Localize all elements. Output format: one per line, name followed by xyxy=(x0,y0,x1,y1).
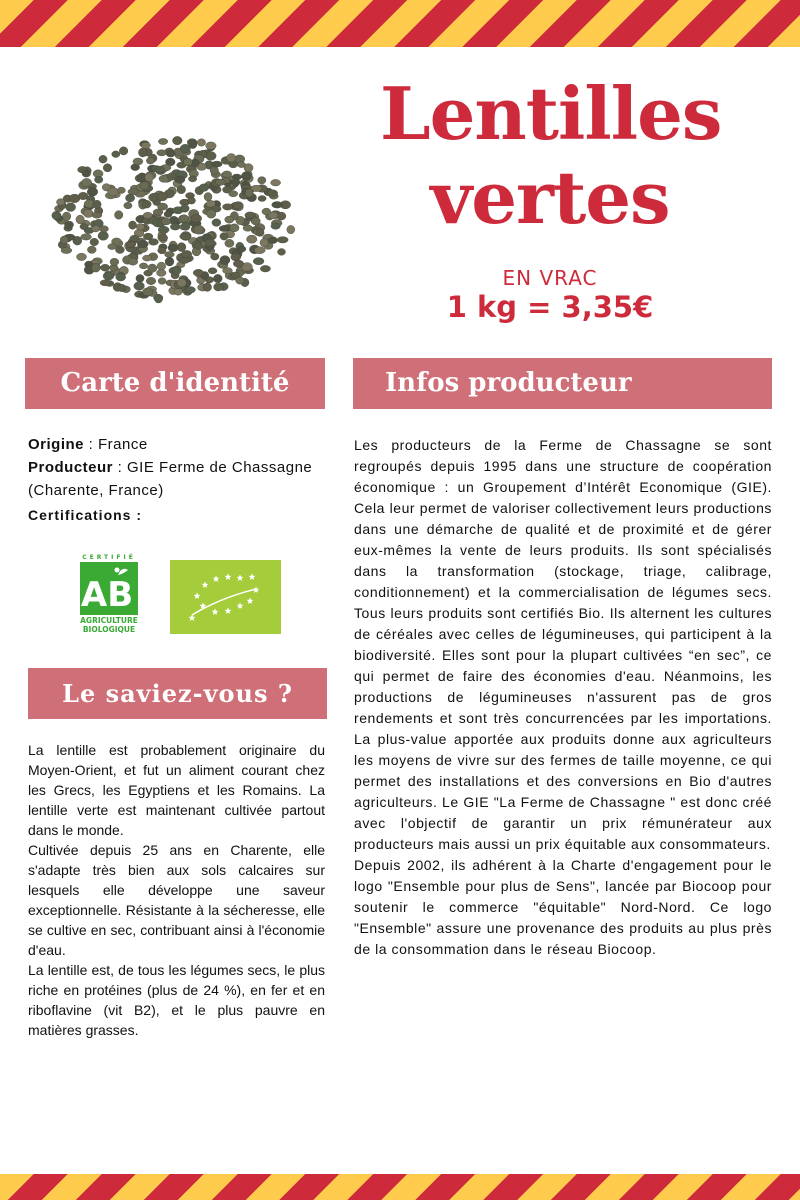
lentil-grain xyxy=(157,150,167,156)
lentil-grain xyxy=(215,179,225,185)
lentil-grain xyxy=(213,274,222,282)
lentil-grain xyxy=(272,202,283,209)
lentil-grain xyxy=(188,176,196,182)
lentil-grain xyxy=(60,236,68,244)
lentil-grain xyxy=(146,277,156,284)
producer-row xyxy=(28,456,328,502)
lentil-grain xyxy=(77,253,87,260)
lentil-grain xyxy=(258,177,266,184)
lentil-grain xyxy=(117,187,125,193)
lentil-grain xyxy=(99,155,107,163)
lentil-grain xyxy=(62,212,70,221)
lentil-grain xyxy=(175,176,185,183)
lentil-grain xyxy=(271,179,281,186)
lentil-grain xyxy=(241,172,251,181)
lentil-grain xyxy=(260,239,268,247)
lentil-grain xyxy=(126,241,136,247)
lentil-grain xyxy=(149,239,159,246)
lentil-grain xyxy=(161,218,171,225)
lentil-grain xyxy=(220,256,230,265)
lentil-grain xyxy=(103,164,112,172)
lentil-grain xyxy=(158,226,169,233)
lentil-grain xyxy=(268,237,277,243)
origin-label: Origine xyxy=(28,436,85,453)
lentil-grain xyxy=(87,246,96,253)
producer-label: Producteur xyxy=(28,459,114,476)
lentil-grain xyxy=(194,225,205,234)
lentil-grain xyxy=(188,197,196,204)
lentil-grain xyxy=(268,212,278,219)
did-you-know-paragraph: La lentille est probablement originaire du Moyen-Orient, et fut un aliment courant chez les Grecs, les Egyptiens et les Romains. La lentille verte est maintenant cultivée partout dans le monde. xyxy=(28,742,325,838)
producer-info-text xyxy=(354,435,772,960)
lentil-grain xyxy=(277,237,288,243)
lentil-grain xyxy=(180,215,189,223)
lentil-grain xyxy=(143,288,154,296)
lentil-grain xyxy=(253,258,264,265)
lentil-grain xyxy=(258,196,266,202)
lentil-grain xyxy=(180,233,191,239)
lentil-grain xyxy=(157,262,166,270)
lentil-grain xyxy=(146,157,154,164)
lentil-grain xyxy=(158,138,167,144)
lentil-grain xyxy=(148,264,157,272)
star-icon xyxy=(237,602,244,609)
lentil-grain xyxy=(164,211,172,218)
price-label: 1 kg = 3,35€ xyxy=(446,290,654,324)
lentil-grain xyxy=(172,266,181,275)
lentil-grain xyxy=(225,239,234,247)
ab-logo-bottom-text-2: BIOLOGIQUE xyxy=(82,625,136,633)
producer-info-paragraph: Depuis 2002, ils adhérent à la Charte d'engagement pour le logo "Ensemble pour plus de Sens", lancée par Biocoop pour soutenir le commerce "équitable" Nord-Nord. Ce logo "Ensemble" assure une provenance des produits au plus près de la consommation dans le réseau Biocoop. xyxy=(354,857,772,957)
lentil-grain xyxy=(205,152,216,161)
lentil-grain xyxy=(247,235,257,243)
lentil-grain xyxy=(191,214,202,222)
lentil-grain xyxy=(256,229,264,237)
did-you-know-paragraph: La lentille est, de tous les légumes secs, le plus riche en protéines (plus de 24 %), en fer et en riboflavine (vit B2), et le plus pauvre en matières grasses. xyxy=(28,962,325,1038)
lentil-grain xyxy=(197,139,205,146)
lentil-grain xyxy=(223,268,233,274)
lentil-grain xyxy=(141,142,150,148)
lentil-grain xyxy=(124,202,132,209)
lentil-grain xyxy=(174,288,182,295)
did-you-know-text xyxy=(28,740,325,1040)
lentil-grain xyxy=(78,192,88,199)
lentil-grain xyxy=(119,147,128,155)
lentil-grain xyxy=(182,222,191,230)
lentil-grain xyxy=(128,189,139,195)
lentil-grain xyxy=(179,257,189,263)
lentil-grain xyxy=(232,272,241,278)
lentil-grain xyxy=(134,282,145,291)
ab-logo-bottom-text-1: AGRICULTURE xyxy=(80,616,138,625)
lentil-grain xyxy=(170,224,180,231)
lentil-grain xyxy=(245,212,255,219)
lentil-grain xyxy=(92,212,102,218)
sale-mode-label: EN VRAC xyxy=(502,266,598,290)
producer-info-heading: Infos producteur xyxy=(353,358,772,409)
lentil-grain xyxy=(64,221,73,228)
lentil-grain xyxy=(166,151,175,157)
lentil-grain xyxy=(140,182,149,190)
lentil-grain xyxy=(177,243,186,252)
lentil-grain xyxy=(100,280,110,286)
lentil-grain xyxy=(206,142,217,150)
star-icon xyxy=(237,574,244,581)
lentil-grain xyxy=(81,234,92,240)
lentil-grain xyxy=(82,170,91,177)
lentil-grain xyxy=(158,203,168,210)
lentil-grain xyxy=(185,287,195,294)
lentil-grain xyxy=(155,166,164,173)
lentil-grain xyxy=(108,244,117,250)
identity-details xyxy=(28,433,328,502)
lentil-grain xyxy=(184,158,193,166)
product-title-line-2: vertes xyxy=(430,155,670,240)
product-title-line-1: Lentilles xyxy=(380,71,722,156)
lentil-grain xyxy=(138,148,147,157)
lentil-grain xyxy=(194,243,203,250)
producer-value: : GIE Ferme de Chassagne (Charente, France) xyxy=(28,459,313,499)
lentil-grain xyxy=(214,284,224,290)
star-icon xyxy=(189,614,196,621)
lentil-grain xyxy=(233,202,243,210)
star-icon xyxy=(249,573,256,580)
lentil-grain xyxy=(223,204,233,210)
lentil-grain xyxy=(205,239,215,247)
lentil-grain xyxy=(87,188,98,197)
identity-heading: Carte d'identité xyxy=(25,358,325,409)
lentil-grain xyxy=(211,161,222,167)
lentil-grain xyxy=(136,224,144,231)
did-you-know-paragraph: Cultivée depuis 25 ans en Charente, elle s'adapte très bien aux sols calcaires sur lesquels elle développe une saveur exceptionnelle. Résistante à la sécheresse, elle se cultive en sec, contribuant ainsi à l'économie d'eau. xyxy=(28,842,325,958)
lentil-grain xyxy=(158,234,168,241)
lentil-grain xyxy=(210,166,218,175)
lentil-grain xyxy=(177,279,187,287)
lentil-grain xyxy=(130,235,139,242)
lentil-grain xyxy=(93,200,102,208)
lentil-grain xyxy=(157,269,167,276)
lentil-grain xyxy=(157,192,168,201)
lentil-grain xyxy=(133,158,143,165)
lentil-grain xyxy=(92,225,100,232)
lentil-grain xyxy=(222,171,232,178)
lentil-grain xyxy=(251,185,262,191)
lentil-grain xyxy=(101,264,110,271)
lentil-grain xyxy=(90,238,99,246)
lentil-grain xyxy=(115,246,124,253)
lentil-grain xyxy=(219,225,229,231)
lentil-grain xyxy=(139,263,147,269)
lentil-grain xyxy=(212,219,221,227)
lentil-grain xyxy=(137,240,148,247)
lentil-grain xyxy=(103,272,114,280)
lentil-grain xyxy=(66,203,76,212)
lentil-grain xyxy=(108,188,119,196)
ab-logo-top-text: CERTIFIÉ xyxy=(82,554,136,561)
lentil-grain xyxy=(95,176,103,183)
lentil-grain xyxy=(98,231,108,240)
lentil-grain xyxy=(254,247,265,254)
lentil-grain xyxy=(237,246,246,252)
lentil-grain xyxy=(220,233,228,241)
lentil-grain xyxy=(142,200,151,208)
product-title xyxy=(380,72,720,240)
lentil-grain xyxy=(52,211,61,219)
origin-row xyxy=(28,433,328,456)
star-icon xyxy=(225,607,232,614)
star-icon xyxy=(212,608,219,615)
eu-leaf-stem xyxy=(192,589,256,615)
lentil-grain xyxy=(158,278,166,285)
ab-certification-logo xyxy=(80,553,138,633)
lentil-grain xyxy=(180,144,190,152)
lentil-grain xyxy=(173,136,183,144)
lentil-grain xyxy=(271,223,280,229)
lentil-grain xyxy=(80,224,88,230)
lentil-grain xyxy=(145,173,154,182)
lentil-grain xyxy=(251,217,260,225)
lentil-grain xyxy=(243,225,253,231)
lentil-grain xyxy=(233,260,243,267)
ab-logo-main-text: AB xyxy=(80,575,134,615)
lentil-grain xyxy=(181,250,191,258)
lentil-grain xyxy=(231,253,241,261)
lentil-grain xyxy=(129,221,137,229)
lentil-grain xyxy=(110,258,119,265)
lentil-grain xyxy=(126,194,135,202)
lentils-photo xyxy=(34,118,314,328)
star-icon xyxy=(194,592,201,599)
lentil-grain xyxy=(112,151,120,158)
lentil-grain xyxy=(260,265,270,272)
lentil-grain xyxy=(143,255,152,261)
star-icon xyxy=(213,575,220,582)
star-icon xyxy=(202,581,209,588)
decorative-stripe-band-bottom xyxy=(0,1174,800,1200)
lentil-grain xyxy=(232,179,240,186)
star-icon xyxy=(253,586,260,593)
lentil-grain xyxy=(227,154,236,163)
lentil-grain xyxy=(177,185,186,193)
lentil-grain xyxy=(199,184,209,192)
lentil-grain xyxy=(118,284,126,291)
lentil-grain xyxy=(61,247,72,253)
lentil-grain xyxy=(278,249,286,256)
lentil-grain xyxy=(168,244,178,252)
eu-organic-logo xyxy=(170,560,281,634)
lentil-grain xyxy=(229,191,238,197)
producer-info-paragraph: Les producteurs de la Ferme de Chassagne se sont regroupés depuis 1995 dans une structure de coopération économique : un Groupement d’Intérêt Economique (GIE). Cela leur permet de valoriser collectivement leurs productions dans une démarche de qualité et de proximité et de gérer eux-mêmes la vente de leurs produits. Ils sont spécialisés dans la transformation (stockage, triage, calibrage, conditionnement) et la commercialisation de légumes secs. Tous leurs produits sont certifiés Bio. Ils alternent les cultures de céréales avec celles de légumineuses, qui participent à la biodiversité. Elles sont pour la plupart cultivées “en sec”, ce qui permet de faire des économies d'eau. Néanmoins, les productions de légumineuses n'assurent pas de gros rendements et sont très concurrencées par les importations. La plus-value apportée aux produits donne aux agriculteurs les moyens de vivre sur des fermes de taille moyenne, ce qui permet des installations et des conversions en Bio d'autres agriculteurs. Le GIE "La Ferme de Chassagne " est donc créé avec l'objectif de garantir un prix rémunérateur aux producteurs mais aussi un prix équitable aux consommateurs. xyxy=(354,437,772,852)
lentil-grain xyxy=(76,215,84,224)
did-you-know-heading: Le saviez-vous ? xyxy=(28,668,327,719)
lentil-grain xyxy=(92,263,101,272)
lentil-grain xyxy=(230,224,239,232)
lentil-grain xyxy=(207,210,216,219)
lentil-grain xyxy=(116,273,126,281)
lentil-grain xyxy=(82,178,92,186)
lentil-grain xyxy=(204,193,212,202)
lentil-grain xyxy=(165,252,175,258)
star-icon xyxy=(247,597,254,604)
certifications-label: Certifications : xyxy=(28,507,143,523)
ab-dot-icon xyxy=(115,568,120,573)
lentil-grain xyxy=(193,269,203,276)
lentil-grain xyxy=(136,275,144,283)
lentil-grain xyxy=(128,258,138,265)
origin-value: : France xyxy=(84,436,148,453)
lentil-grain xyxy=(57,199,65,206)
star-icon xyxy=(225,573,232,580)
lentil-grain xyxy=(115,211,123,220)
lentil-grain xyxy=(267,190,277,197)
lentil-grain xyxy=(206,200,215,207)
lentil-grain xyxy=(203,283,212,292)
lentil-grain xyxy=(237,162,245,168)
lentil-grain xyxy=(165,257,174,266)
lentil-grain xyxy=(225,216,234,223)
lentil-grain xyxy=(208,268,217,274)
lentil-grain xyxy=(287,225,295,233)
lentil-grain xyxy=(99,226,108,232)
decorative-stripe-band-top xyxy=(0,0,800,47)
lentil-grain xyxy=(180,205,189,213)
